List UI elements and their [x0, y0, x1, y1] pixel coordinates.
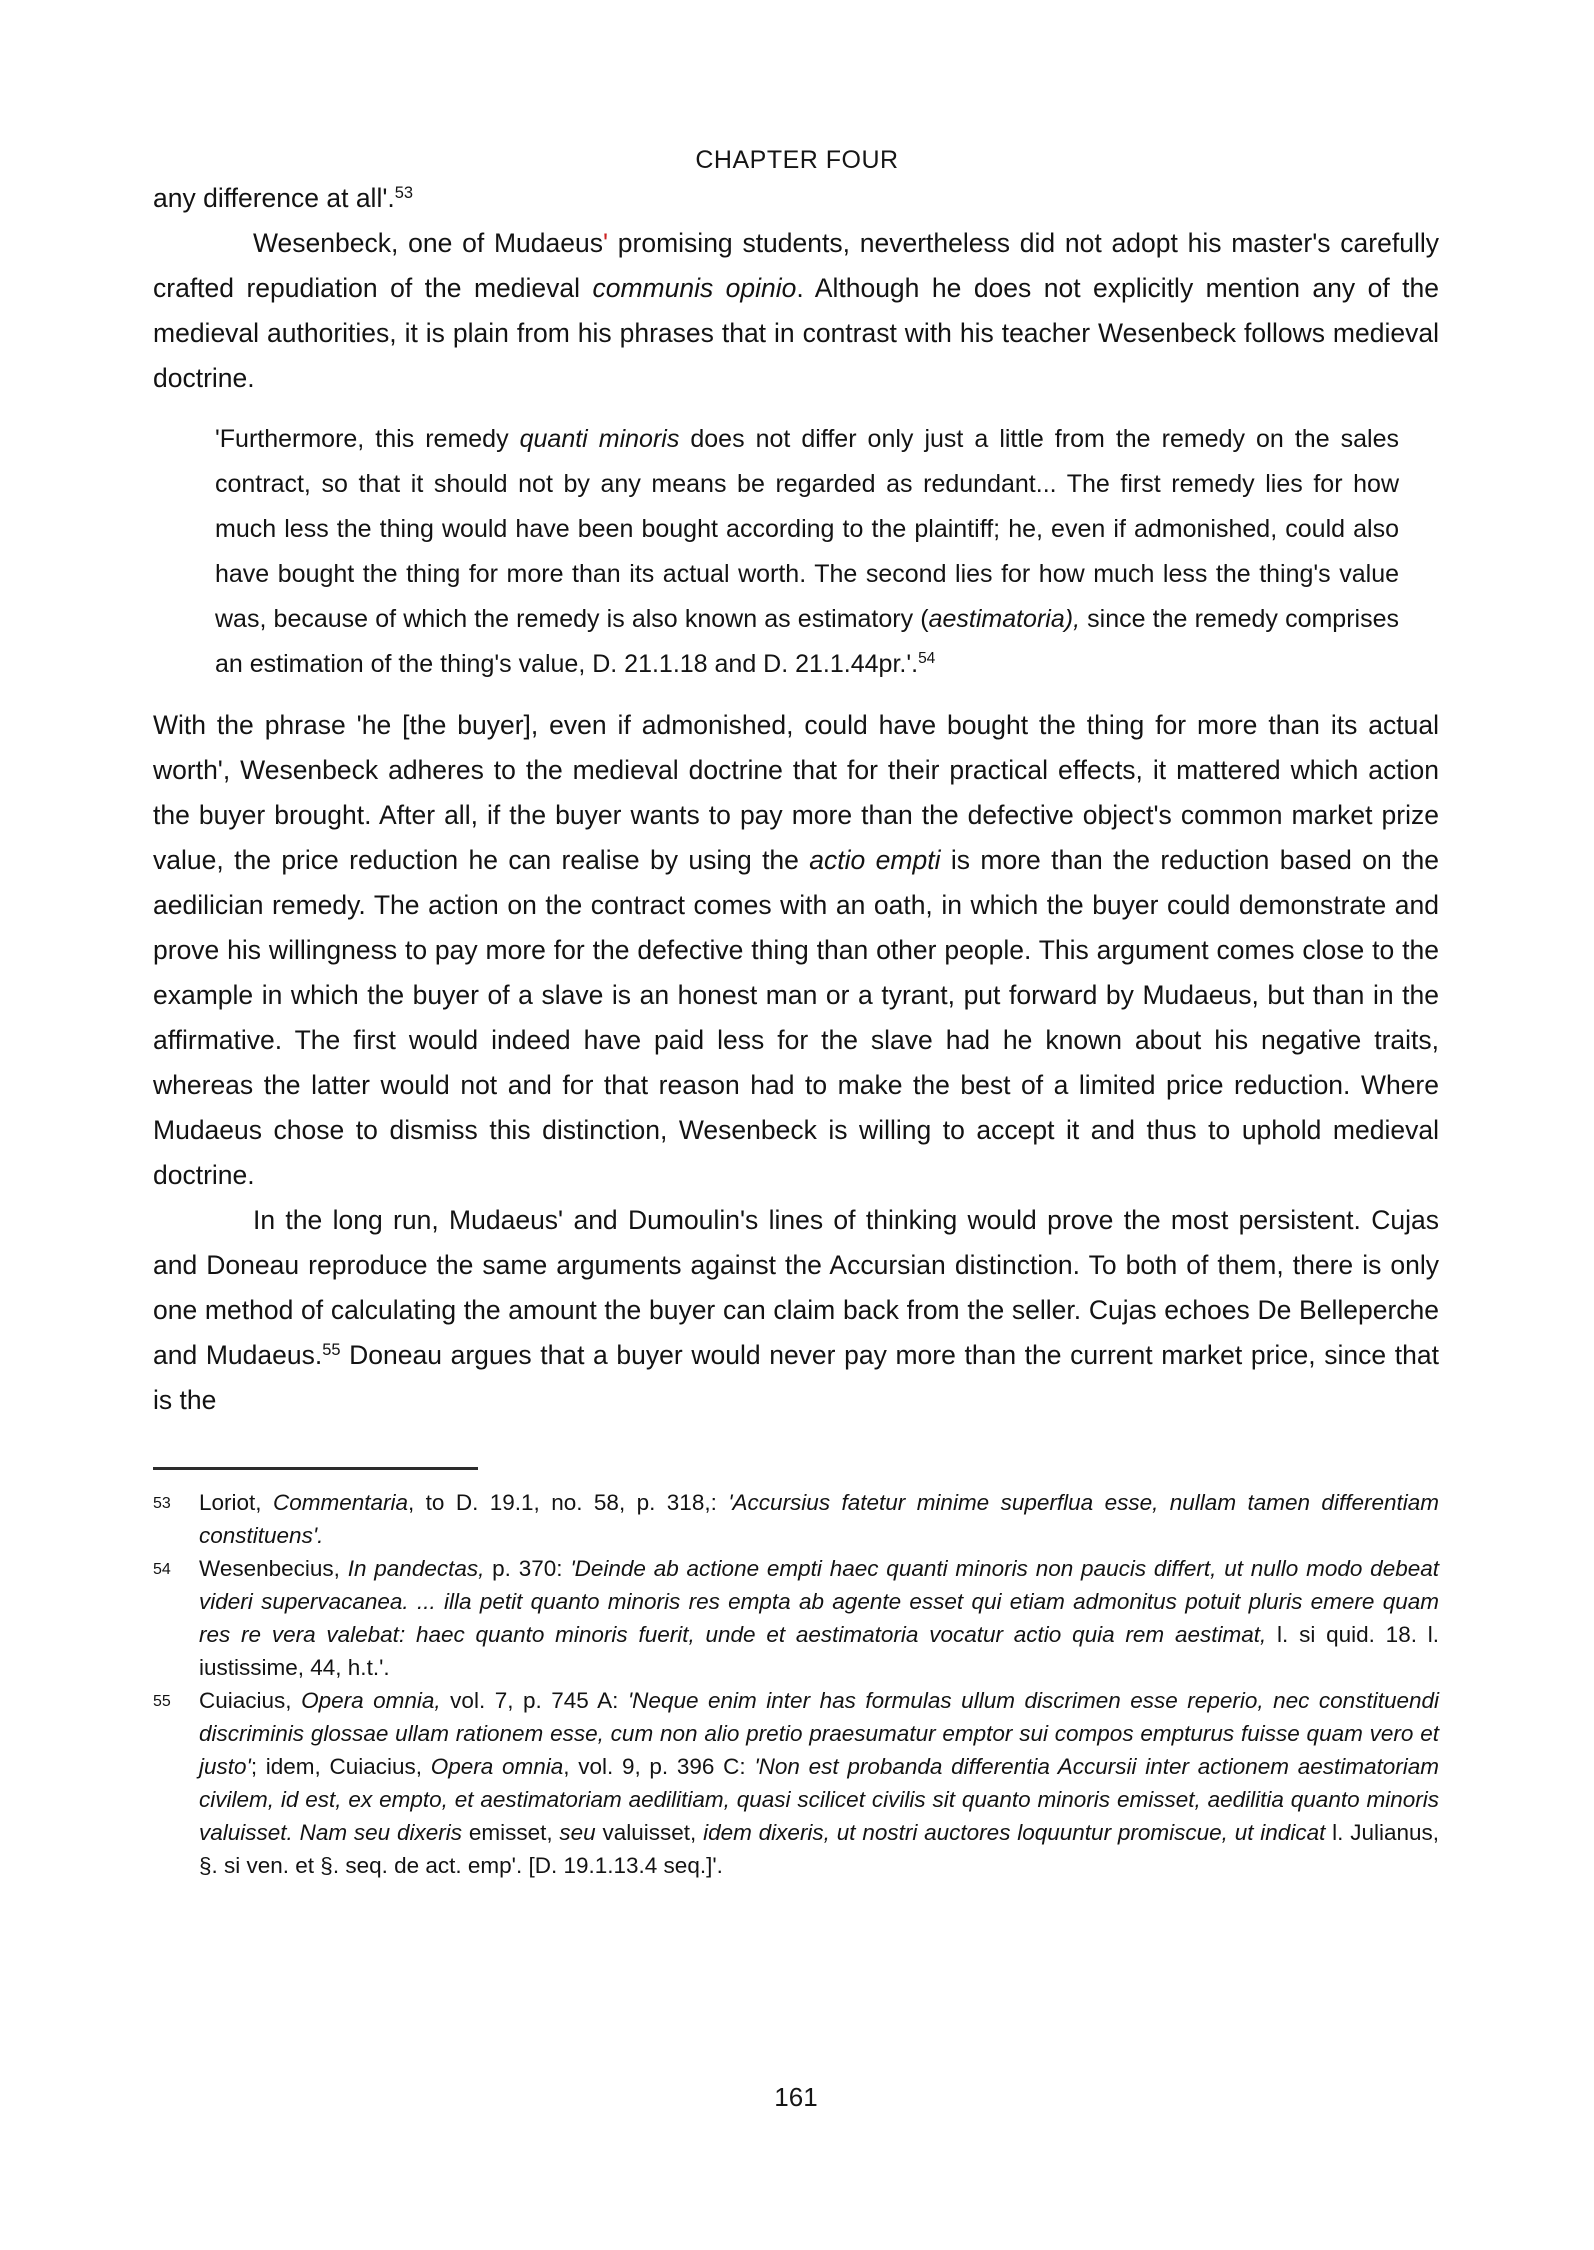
text-run: 'Deinde ab actione empti haec quanti minoris non paucis differt, ut nullo modo debeat videri supervacanea. ... illa petit quanto minoris res empta ab agente esset qui etiam admonitus potuit pluris emere quam res re vera valebat: haec quanto minoris fuerit, unde et aestimatoria vocatur actio quia rem aestimat,: [199, 1556, 1439, 1647]
text-run: does not differ only just a little from the remedy on the sales contract, so that it should not by any means be regarded as redundant... The first remedy lies for how much less the thing would have been bought according to the plaintiff; he, even if admonished, could also have bought the thing for more than its actual worth. The second lies for how much less the thing's value was, because of which the remedy is also known as estimatory (: [215, 425, 1399, 633]
text-run: is more than the reduction based on the aedilician remedy. The action on the contract comes with an oath, in which the buyer could demonstrate and prove his willingness to pay more for the defective thing than other people. This argument comes close to the example in which the buyer of a slave is an honest man or a tyrant, put forward by Mudaeus, but than in the affirmative. The first would indeed have paid less for the slave had he known about his negative traits, whereas the latter would not and for that reason had to make the best of a limited price reduction. Where Mudaeus chose to dismiss this distinction, Wesenbeck is willing to accept it and thus to uphold medieval doctrine.: [153, 845, 1440, 1190]
text-run: In pandectas,: [347, 1556, 485, 1581]
text-run: With the phrase 'he [the buyer], even if admonished, could have bought the thing for more than its actual worth', Wesenbeck adheres to the medieval doctrine that for their practical effects, it mattered which action the buyer brought. After all, if the buyer wants to pay more than the defective object's common market prize value, the price reduction he can realise by using the: [153, 710, 1439, 875]
text-run: actio empti: [809, 845, 941, 875]
text-run: quanti minoris: [519, 425, 680, 453]
footnote-text: [199, 1552, 1439, 1684]
text-run: Doneau argues that a buyer would never pay more than the current market price, since that is the: [153, 1340, 1439, 1415]
page-number: 161: [774, 2082, 818, 2112]
paragraph-wesenbeck: [153, 221, 1439, 401]
text-run: Opera omnia,: [301, 1688, 441, 1713]
footnote-reference: 53: [394, 183, 414, 202]
text-run: valuisset,: [595, 1820, 704, 1845]
paragraph-in-the-long-run: [153, 1198, 1439, 1423]
footnote-text: [199, 1486, 1439, 1552]
text-run: idem dixeris, ut nostri auctores loquuntur promiscue, ut indicat: [703, 1820, 1326, 1845]
text-run: l. si quid. 18. l. iustissime, 44, h.t.'.: [199, 1622, 1439, 1680]
text-run: . Although he does not explicitly mention any of the medieval authorities, it is plain from his phrases that in contrast with his teacher Wesenbeck follows medieval doctrine.: [153, 273, 1439, 393]
text-run: Commentaria: [272, 1490, 408, 1515]
footnote-54: [153, 1552, 1439, 1684]
paragraph-opening-line: [153, 176, 1439, 221]
footnote-separator: [153, 1467, 478, 1470]
footnote-number: 55: [153, 1693, 171, 1710]
footnote-53: [153, 1486, 1439, 1552]
text-run: since the remedy comprises an estimation of the thing's value, D. 21.1.18 and D. 21.1.44pr.'.: [215, 605, 1399, 678]
footnote-55: [153, 1684, 1439, 1882]
text-run: 'Non est probanda differentia Accursii inter actionem aestimatoriam civilem, id est, ex empto, et aestimatoriam aedilitiam, quasi scilicet civilis sit quanto minoris emisset, aedilitia quanto minoris valuisset. Nam seu dixeris: [199, 1754, 1440, 1845]
text-run: seu: [559, 1820, 596, 1845]
text-run: promising students, nevertheless did not adopt his master's carefully crafted repudiation of the medieval: [153, 228, 1439, 303]
footnotes: [153, 1486, 1439, 1882]
text-run: vol. 7, p. 745 A:: [440, 1688, 628, 1713]
text-run: Opera omnia: [430, 1754, 564, 1779]
footnote-number: 53: [153, 1495, 171, 1512]
text-run: Wesenbecius,: [199, 1556, 348, 1581]
text-run: l. Julianus, §. si ven. et §. seq. de act. emp'. [D. 19.1.13.4 seq.]'.: [199, 1820, 1440, 1878]
chapter-header: CHAPTER FOUR: [695, 146, 899, 174]
text-run: aestimatoria),: [928, 605, 1081, 633]
text-run: 'Furthermore, this remedy: [215, 425, 520, 453]
text-run: In the long run, Mudaeus' and Dumoulin's lines of thinking would prove the most persistent. Cujas and Doneau reproduce the same arguments against the Accursian distinction. To both of them, there is only one method of calculating the amount the buyer can claim back from the seller. Cujas echoes De Belleperche and Mudaeus.: [153, 1205, 1439, 1370]
text-run: Loriot,: [199, 1490, 273, 1515]
text-run: 'Accursius fatetur minime superflua esse, nullam tamen differentiam constituens'.: [199, 1490, 1439, 1548]
footnote-reference: 54: [918, 650, 936, 668]
page-content: [153, 176, 1439, 1882]
text-run: ': [602, 228, 609, 258]
footnote-text: [199, 1684, 1439, 1882]
block-quote: [215, 417, 1399, 687]
text-run: 'Neque enim inter has formulas ullum discrimen esse reperio, nec constituendi discriminis glossae ullam rationem esse, cum non alio pretio praesumatur emptor sui compos empturus fuisse quam vero et justo': [199, 1688, 1439, 1779]
text-run: , vol. 9, p. 396 C:: [563, 1754, 755, 1779]
text-run: emisset,: [462, 1820, 560, 1845]
text-run: communis opinio: [592, 273, 797, 303]
text-run: p. 370:: [484, 1556, 571, 1581]
text-run: ; idem, Cuiacius,: [250, 1754, 431, 1779]
text-run: , to D. 19.1, no. 58, p. 318,:: [408, 1490, 729, 1515]
text-run: Cuiacius,: [199, 1688, 302, 1713]
text-run: Wesenbeck, one of Mudaeus: [253, 228, 603, 258]
footnote-number: 54: [153, 1561, 171, 1578]
text-run: any difference at all'.: [153, 183, 395, 213]
paragraph-with-the-phrase: [153, 703, 1439, 1198]
footnote-reference: 55: [322, 1340, 341, 1359]
